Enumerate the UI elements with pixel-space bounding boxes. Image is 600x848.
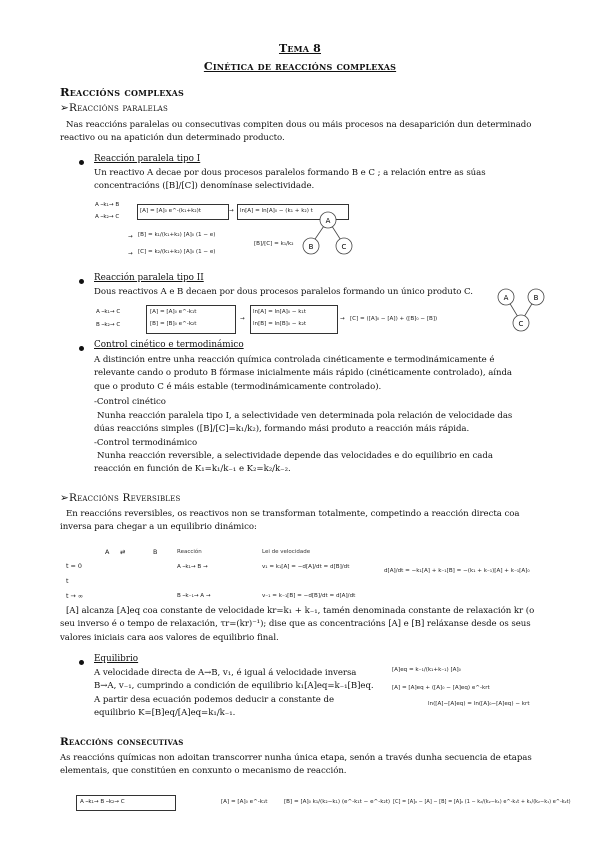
subheading-parallel: ➢Reaccións paralelas [60, 102, 169, 114]
bullet-equilibrio-label: Equilibrio [94, 654, 139, 664]
tipo2-box1a: [A] = [A]₀ e^-k₁t [150, 309, 197, 315]
control-text3: Nunha reacción reversible, a selectividade depende das velocidades e do equilibrio en cada reacción en función de K₁=k₁/k₋₁ e K₂=k₂/k₋₂. [94, 451, 493, 475]
graph-label-a: A [325, 217, 331, 225]
tipo2-box2a: ln[A] = ln[A]₀ − k₁t [253, 309, 306, 315]
section-heading-consecutive: Reaccións consecutivas [60, 736, 184, 748]
equilibrio-eq-1: [A]eq = k₋₁/(k₁+k₋₁) [A]₀ [392, 667, 461, 673]
consecutive-eq-c: [C] = [A]₀ − [A] − [B] = [A]₀ (1 − k₂/(k₂−k₁) e^-k₁t + k₁/(k₂−k₁) e^-k₂t) [393, 799, 571, 805]
tipo2-box2b: ln[B] = ln[B]₀ − k₂t [253, 321, 307, 327]
equilibrium-arrow-icon: ⇄ [120, 548, 126, 556]
arrow-icon: → [128, 251, 133, 257]
graph-label-c: C [341, 243, 347, 251]
table-row-label: t = 0 [66, 562, 82, 570]
table-reaction-2: B ⎯k₋₁→ A → [177, 593, 211, 599]
tipo2-reaction-bottom: B ⎯k₂→ C [96, 322, 121, 328]
arrow-icon: → [340, 316, 345, 322]
table-right-eq: d[A]/dt = −k₁[A] + k₋₁[B] = −(k₁ + k₋₁)[A] + k₋₁[A]₀ [384, 568, 530, 574]
consecutive-text: As reaccións químicas non adoitan transcorrer nunha única etapa, senón a través dunha secuencia de etapas elementais, que constitúen en conxunto o mecanismo de reacción. [60, 753, 532, 777]
bullet-tipo2-label: Reacción paralela tipo II [94, 273, 204, 283]
tipo2-box1b: [B] = [B]₀ e^-k₂t [150, 321, 197, 327]
arrow-icon: → [240, 316, 245, 322]
tipo1-reaction-bottom: A ⎯k₂→ C [95, 214, 120, 220]
tipo1-box2-eq: ln[A] = ln[A]₀ − (k₁ + k₂) t [240, 208, 313, 214]
equilibrio-eq-2: [A] = [A]eq + ([A]₀ − [A]eq) e^-krt [392, 685, 490, 691]
arrow-icon: → [128, 234, 133, 240]
tipo1-ratio-eq: [B]/[C] = k₁/k₂ [254, 241, 294, 247]
bullet-tipo1-label: Reacción paralela tipo I [94, 154, 201, 164]
table-law-2: v₋₁ = k₋₁[B] = −d[B]/dt = d[A]/dt [262, 593, 356, 599]
table-law-1: v₁ = k₁[A] = −d[A]/dt = d[B]/dt [262, 564, 350, 570]
equilibrio-eq-3: ln([A]−[A]eq) = ln([A]₀−[A]eq) − krt [428, 701, 530, 707]
equilibrio-text: A velocidade directa de A→B, v₁, é igual á velocidade inversa B→A, v₋₁, cumprindo a condición de equilibrio k₁[A]eq=k₋₁[B]eq. A partir desa ecuación podemos deducir a constante de equilibrio K=[B]eq/[A]eq=k₁/k₋₁. [94, 668, 374, 719]
control-text2: Nunha reacción paralela tipo I, a selectividade ven determinada pola relación de velocidade das dúas reaccións simples ([B]/[C]=k₁/k₂), formando mási produto a reacción máis rápida. [94, 411, 513, 435]
consecutive-eq-b: [B] = [A]₀ k₁/(k₂−k₁) (e^-k₁t − e^-k₂t) [284, 799, 391, 805]
document-title: Tema 8 [278, 42, 322, 55]
control-sub2: -Control termodinámico [94, 438, 198, 448]
graph-label-b: B [308, 243, 314, 251]
bullet-icon [79, 279, 84, 284]
graph-label-a: A [503, 294, 509, 302]
arrow-icon: → [229, 208, 234, 214]
relaxation-paragraph: [A] alcanza [A]eq coa constante de velocidade kr=k₁ + k₋₁, tamén denominada constante de relaxación kr (o seu inverso é o tempo de relaxación, τr=(kr)⁻¹); dise que as concentracións [A] e [B] reláxanse desde os seus valores iniciais cara aos valores de equilibrio final. [60, 606, 535, 643]
intro-paragraph: Nas reaccións paralelas ou consecutivas compiten dous ou máis procesos na desaparición dun determinado reactivo ou na apatición dun determinado producto. [60, 120, 532, 144]
table-reaction-1: A ⎯k₁→ B → [177, 564, 208, 570]
tipo1-box1-eq: [A] = [A]₀ e^-(k₁+k₂)t [140, 208, 202, 214]
table-head-b: B [153, 548, 158, 556]
tipo1-graph [298, 208, 358, 258]
tipo1-text: Un reactivo A decae por dous procesos paralelos formando B e C ; a relación entre as súas concentracións ([B]/[C]) denomínase selectividade. [94, 168, 486, 192]
reversible-intro: En reaccións reversibles, os reactivos non se transforman totalmente, competindo a reacción directa coa inversa para chegar a un equilibrio dinámico: [60, 509, 520, 533]
consecutive-scheme: A ⎯k₁→ B ⎯k₂→ C [80, 799, 125, 805]
section-heading-complex: Reaccións complexas [60, 85, 185, 99]
control-sub1: -Control cinético [94, 397, 166, 407]
tipo2-graph [494, 287, 548, 333]
tipo2-text: Dous reactivos A e B decaen por dous procesos paralelos formando un único produto C. [94, 287, 473, 297]
table-row-label: t [66, 577, 69, 585]
tipo2-c-eq: [C] = ([A]₀ − [A]) + ([B]₀ − [B]) [350, 316, 438, 322]
tipo1-reaction-top: A ⎯k₁→ B [95, 202, 120, 208]
document-subtitle: Cinética de reaccións complexas [203, 60, 397, 73]
graph-label-c: C [518, 320, 524, 328]
table-col-law: Lei de velocidade [262, 549, 311, 555]
consecutive-eq-a: [A] = [A]₀ e^-k₁t [221, 799, 268, 805]
table-col-reaction: Reacción [177, 549, 202, 555]
bullet-control-label: Control cinético e termodinámico [94, 340, 244, 350]
table-row-label: t → ∞ [66, 592, 84, 600]
subheading-reversible: ➢Reaccións Reversibles [60, 492, 181, 504]
bullet-icon [79, 346, 84, 351]
graph-label-b: B [533, 294, 539, 302]
control-text1: A distinción entre unha reacción química controlada cinéticamente e termodinámicamente é relevante cando o produto B fórmase inicialmente máis rápido (cinéticamente controlado), aínda que o produto C é máis estable (termodinámicamente controlado). [94, 355, 513, 392]
table-head-a: A [105, 548, 110, 556]
tipo1-c-eq: [C] = k₂/(k₁+k₂) [A]₀ (1 − e) [138, 249, 216, 255]
tipo2-reaction-top: A ⎯k₁→ C [96, 309, 121, 315]
bullet-icon [79, 660, 84, 665]
bullet-icon [79, 160, 84, 165]
tipo1-b-eq: [B] = k₁/(k₁+k₂) [A]₀ (1 − e) [138, 232, 216, 238]
